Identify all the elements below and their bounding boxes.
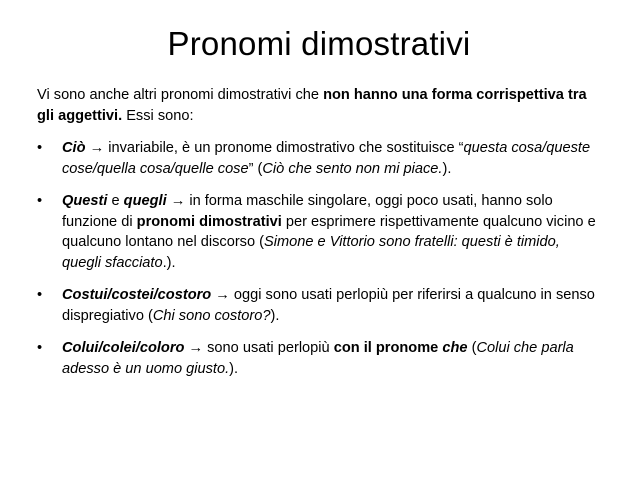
- bullet-text: ” (: [248, 160, 263, 177]
- term-costui: Costui/costei/costoro: [62, 287, 212, 303]
- bullet-marker: •: [37, 340, 43, 356]
- bullet-text: ).: [442, 160, 452, 177]
- example-sentence: Ciò che sento non mi piace.: [262, 160, 443, 177]
- bullet-marker: •: [37, 287, 43, 303]
- bullet-text: e: [107, 193, 124, 209]
- example-sentence: Chi sono costoro?: [152, 307, 271, 324]
- bullet-text: → invariabile, è un pronome dimostrativo che sostituisce “: [85, 140, 464, 156]
- intro-text-end: Essi sono:: [122, 107, 194, 124]
- intro-bold-text: non hanno una forma corrispettiva tra gli aggettivi.: [37, 87, 587, 124]
- bullet-bold-text: pronomi dimostrativi: [136, 213, 282, 230]
- bullet-bold-text: con il pronome: [333, 340, 443, 356]
- example-sentence: Colui che parla adesso è un uomo giusto.: [62, 340, 574, 377]
- bullet-item-questi-quegli: [37, 191, 602, 273]
- bullet-item-cio: [37, 138, 602, 179]
- bullet-item-costui: [37, 285, 602, 326]
- bullet-text: → oggi sono usati perlopiù per riferirsi a qualcuno in senso dispregiativo (: [62, 287, 595, 324]
- bullet-text: per esprimere rispettivamente qualcuno vicino e qualcuno lontano nel discorso (: [62, 213, 596, 250]
- bullet-bold-italic-text: che: [442, 340, 468, 356]
- slide-title: Pronomi dimostrativi: [167, 25, 471, 62]
- bullet-italic-text: questa cosa/queste cose/quella cosa/quelle cose: [62, 140, 591, 177]
- bullet-item-colui: [37, 338, 602, 379]
- bullet-text: .).: [162, 254, 176, 271]
- bullet-marker: •: [37, 193, 43, 209]
- bullet-list: [37, 138, 602, 379]
- term-cio: Ciò: [62, 140, 86, 156]
- bullet-text: ).: [270, 307, 280, 324]
- bullet-text: ).: [229, 360, 239, 377]
- intro-text: Vi sono anche altri pronomi dimostrativi che: [37, 87, 324, 103]
- term-quegli: quegli: [123, 193, 167, 209]
- bullet-text: → sono usati perlopiù: [184, 340, 334, 356]
- bullet-marker: •: [37, 140, 43, 156]
- bullet-text: → in forma maschile singolare, oggi poco usati, hanno solo funzione di: [62, 193, 553, 230]
- intro-paragraph: [37, 85, 602, 126]
- bullet-text: (: [467, 340, 477, 356]
- term-questi: Questi: [62, 193, 108, 209]
- term-colui: Colui/colei/coloro: [62, 340, 185, 356]
- slide-content: [37, 85, 602, 391]
- example-sentence: Simone e Vittorio sono fratelli: questi è timido, quegli sfacciato: [62, 234, 560, 271]
